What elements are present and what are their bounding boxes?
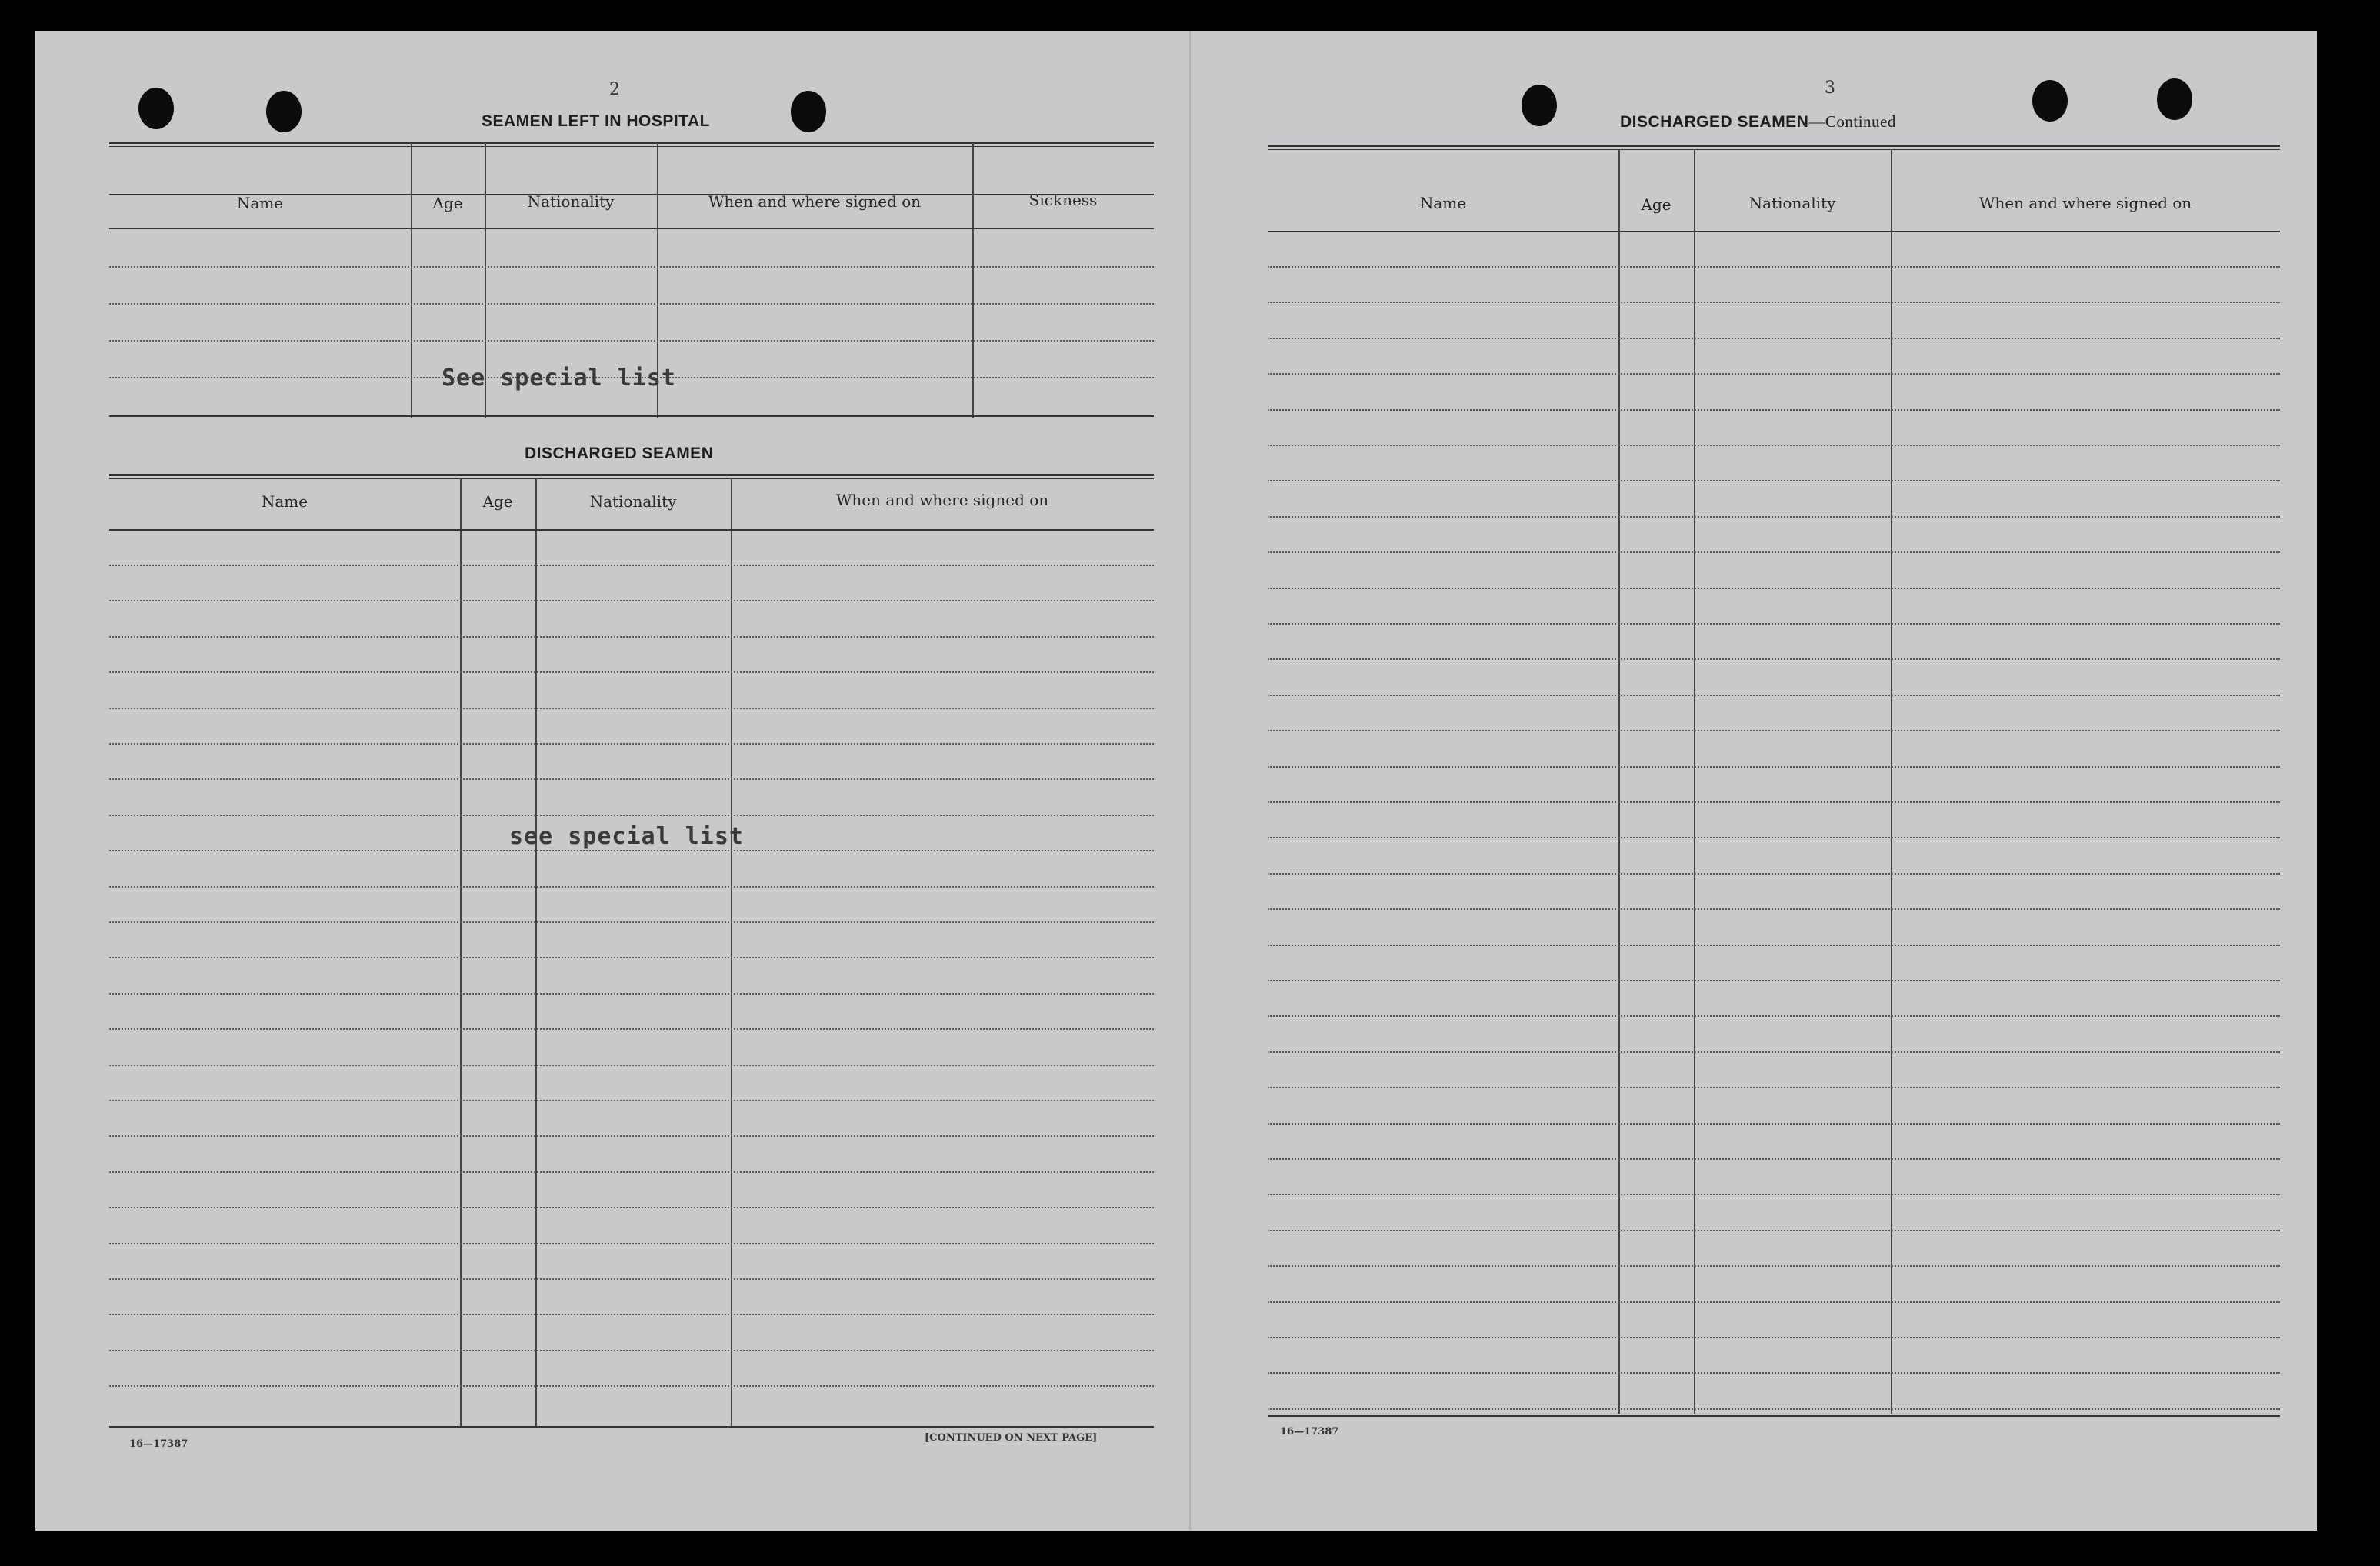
entry-line [1268, 1230, 2280, 1231]
entry-line [1268, 409, 2280, 411]
discharged-continued-table [1268, 145, 2280, 1421]
entry-line [1268, 1015, 2280, 1017]
entry-line [1268, 945, 2280, 946]
column-header-name: Name [261, 492, 308, 511]
entry-line [1268, 908, 2280, 910]
form-number: 16—17387 [129, 1438, 188, 1450]
column-header-signed-on: When and where signed on [1978, 194, 2192, 212]
entry-line [109, 671, 1154, 673]
entry-line [109, 1135, 1154, 1137]
document-sheet [35, 31, 2317, 1531]
entry-line [1268, 980, 2280, 981]
form-number: 16—17387 [1280, 1426, 1339, 1438]
entry-line [109, 993, 1154, 995]
table-bottom-rule [109, 415, 1154, 417]
left-page [35, 31, 1189, 1531]
entry-line [1268, 480, 2280, 481]
column-header-name: Name [236, 194, 284, 212]
header-bottom-rule [1268, 231, 2280, 232]
column-header-age: Age [482, 492, 513, 511]
column-header-age: Age [1641, 195, 1672, 214]
entry-line [1268, 1158, 2280, 1160]
entry-line [1268, 1087, 2280, 1088]
entry-line [109, 778, 1154, 780]
entry-line [109, 303, 1154, 305]
entry-line [1268, 1337, 2280, 1338]
page-number: 3 [1825, 78, 1835, 98]
discharged-table [109, 474, 1154, 1428]
column-header-nationality: Nationality [1748, 194, 1836, 212]
entry-line [1268, 1051, 2280, 1053]
entry-line [109, 1207, 1154, 1208]
entry-line [109, 1171, 1154, 1173]
entry-line [109, 1314, 1154, 1315]
entry-line [109, 1100, 1154, 1101]
entry-line [1268, 302, 2280, 303]
entry-line [1268, 516, 2280, 518]
entry-line [1268, 266, 2280, 268]
column-divider [535, 478, 537, 1428]
column-header-nationality: Nationality [589, 492, 677, 511]
column-header-name: Name [1419, 194, 1467, 212]
entry-line [109, 636, 1154, 638]
entry-line [1268, 1372, 2280, 1374]
entry-line [109, 957, 1154, 958]
discharged-section-title: DISCHARGED SEAMEN [525, 445, 714, 462]
entry-line [1268, 801, 2280, 803]
entry-line [109, 565, 1154, 566]
column-header-signed-on: When and where signed on [708, 192, 922, 211]
title-continued: —Continued [1808, 112, 1896, 131]
entry-line [109, 1243, 1154, 1244]
header-bottom-rule [109, 529, 1154, 531]
entry-line [109, 708, 1154, 709]
entry-line [1268, 730, 2280, 731]
column-header-age: Age [432, 194, 463, 212]
column-header-signed-on: When and where signed on [835, 491, 1049, 509]
entry-line [1268, 1194, 2280, 1195]
column-header-nationality: Nationality [527, 192, 615, 211]
table-top-rule [109, 142, 1154, 147]
table-bottom-rule [109, 1426, 1154, 1428]
entry-line [109, 743, 1154, 745]
entry-line [109, 1350, 1154, 1351]
entry-line [1268, 588, 2280, 589]
entry-line [109, 815, 1154, 816]
entry-line [109, 850, 1154, 851]
entry-line [1268, 695, 2280, 696]
entry-line [1268, 1301, 2280, 1303]
table-top-rule [109, 474, 1154, 479]
title-main: DISCHARGED SEAMEN [1620, 113, 1809, 131]
table-top-rule [1268, 145, 2280, 150]
column-divider [460, 478, 462, 1428]
entry-line [109, 266, 1154, 268]
discharged-continued-title [1620, 112, 1896, 132]
right-page [1182, 31, 2317, 1531]
entry-line [109, 886, 1154, 888]
entry-line [1268, 623, 2280, 625]
entry-line [109, 340, 1154, 342]
entry-line [1268, 658, 2280, 660]
column-divider [731, 478, 732, 1428]
entry-line [1268, 1265, 2280, 1267]
entry-line [1268, 873, 2280, 875]
entry-line [109, 921, 1154, 923]
entry-line [1268, 445, 2280, 446]
header-bottom-rule [109, 228, 1154, 229]
typed-note-special-list: see special list [509, 823, 744, 850]
entry-line [109, 1278, 1154, 1280]
column-header-sickness: Sickness [1028, 191, 1098, 209]
continued-note: [CONTINUED ON NEXT PAGE] [925, 1432, 1098, 1444]
entry-line [1268, 551, 2280, 553]
hospital-section-title: SEAMEN LEFT IN HOSPITAL [482, 112, 710, 130]
entry-line [1268, 338, 2280, 339]
entry-line [109, 1385, 1154, 1387]
entry-line [1268, 1408, 2280, 1410]
entry-line [109, 600, 1154, 601]
typed-note-special-list: See special list [442, 365, 676, 392]
entry-line [109, 1028, 1154, 1030]
entry-line [1268, 373, 2280, 375]
entry-line [1268, 766, 2280, 768]
entry-line [1268, 837, 2280, 838]
entry-line [109, 1065, 1154, 1066]
entry-line [1268, 1123, 2280, 1125]
table-bottom-rule [1268, 1415, 2280, 1417]
page-number: 2 [609, 80, 620, 99]
